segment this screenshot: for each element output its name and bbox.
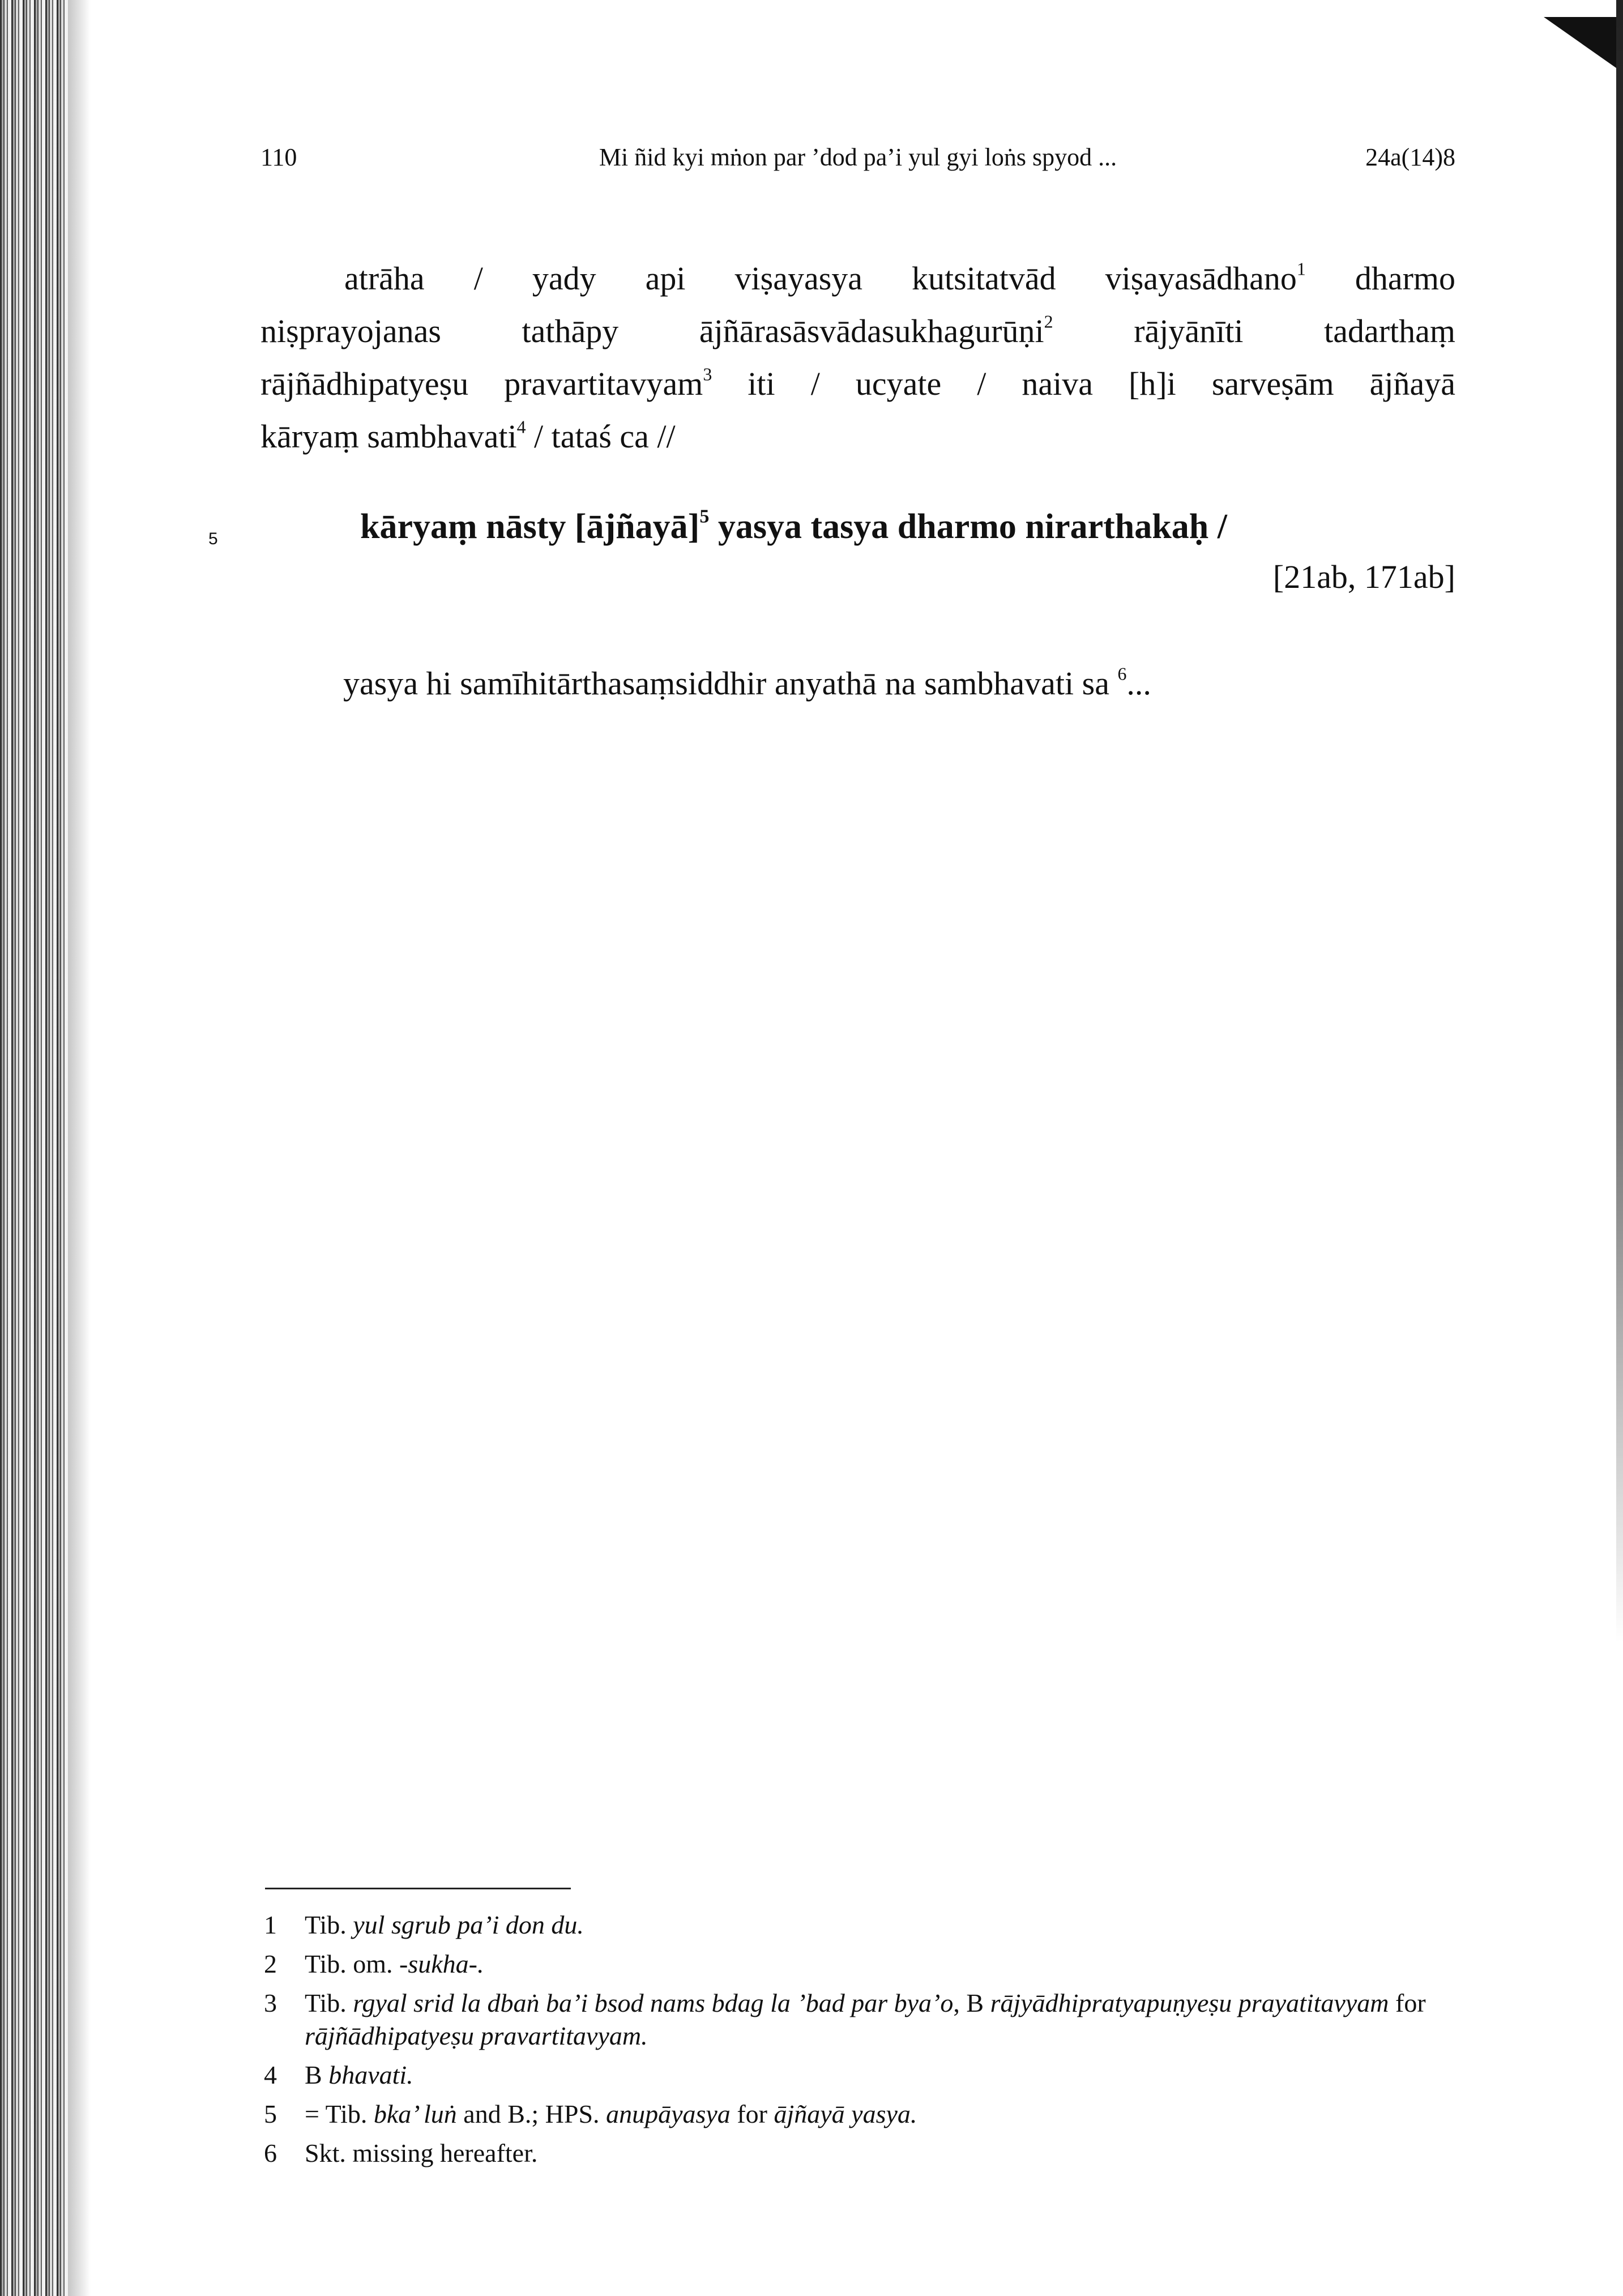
footnote (264, 1948, 1459, 1981)
footnote-number: 6 (264, 2139, 277, 2167)
verse-line: kāryaṃ nāsty [ājñayā]$^5$ yasya tasya dharmo nirarthakaḥ / (360, 506, 1227, 546)
footnote-ref: 4 (516, 417, 526, 437)
footnote-separator (265, 1888, 571, 1889)
footnote (264, 2059, 1459, 2092)
footnote-ref: 3 (703, 364, 712, 385)
footnote-ref: 2 (1044, 311, 1053, 332)
footnote-text: B bhavati. (305, 2060, 413, 2089)
running-head (260, 143, 1455, 182)
footnote-ref: 6 (1117, 664, 1127, 684)
footnote (264, 2137, 1459, 2170)
page-number: 110 (260, 143, 297, 171)
footnote-number: 1 (264, 1910, 277, 1939)
text-line: atrāha / yady api viṣayasya kutsitatvād viṣayasādhano$^1$ dharmo (344, 259, 1456, 297)
footnote-text: = Tib. bka’ luṅ and B.; HPS. anupāyasya for ājñayā yasya. (305, 2099, 917, 2128)
body-paragraph-1 (260, 252, 1455, 463)
footnote (264, 2098, 1459, 2131)
line-number: 5 (208, 530, 218, 548)
footnotes (264, 1909, 1459, 2176)
footnote (264, 1909, 1459, 1941)
running-title: Mi ñid kyi mṅon par ’dod pa’i yul gyi loṅs spyod ... (599, 143, 1117, 171)
text-line: kāryaṃ sambhavati$^4$ / tataś ca // (260, 417, 676, 455)
footnote (264, 1987, 1459, 2052)
footnote-number: 2 (264, 1949, 277, 1978)
scan-binding-edge (0, 0, 68, 2296)
verse-reference: [21ab, 171ab] (1272, 558, 1455, 595)
footnote-ref: 1 (1296, 259, 1306, 279)
footnote-text: Skt. missing hereafter. (305, 2139, 538, 2167)
footnote-ref: 5 (699, 506, 710, 527)
body-paragraph-2: yasya hi samīhitārthasaṃsiddhir anyathā na sambhavati sa $^6$... (343, 664, 1151, 702)
footnote-text: Tib. rgyal srid la dbaṅ ba’i bsod nams bdag la ’bad par bya’o, B rājyādhipratyapuṇyeṣu prayatitavyam for rājñādhipatyeṣu pravartitavyam. (305, 1988, 1426, 2050)
footnote-number: 5 (264, 2099, 277, 2128)
footnote-number: 4 (264, 2060, 277, 2089)
footnote-number: 3 (264, 1988, 277, 2017)
text-line: rājñādhipatyeṣu pravartitavyam$^3$ iti / ucyate / naiva [h]i sarveṣām ājñayā (260, 364, 1456, 402)
scan-right-edge (1616, 0, 1623, 1642)
folio-reference: 24a(14)8 (1365, 143, 1455, 171)
text-line: niṣprayojanas tathāpy ājñārasāsvādasukhagurūṇi$^2$ rājyānīti tadarthaṃ (260, 311, 1455, 349)
scan-corner-shadow (1544, 0, 1623, 1642)
footnote-text: Tib. yul sgrub pa’i don du. (305, 1910, 584, 1939)
scan-binding-shadow (68, 0, 91, 2296)
footnote-text: Tib. om. -sukha-. (305, 1949, 484, 1978)
